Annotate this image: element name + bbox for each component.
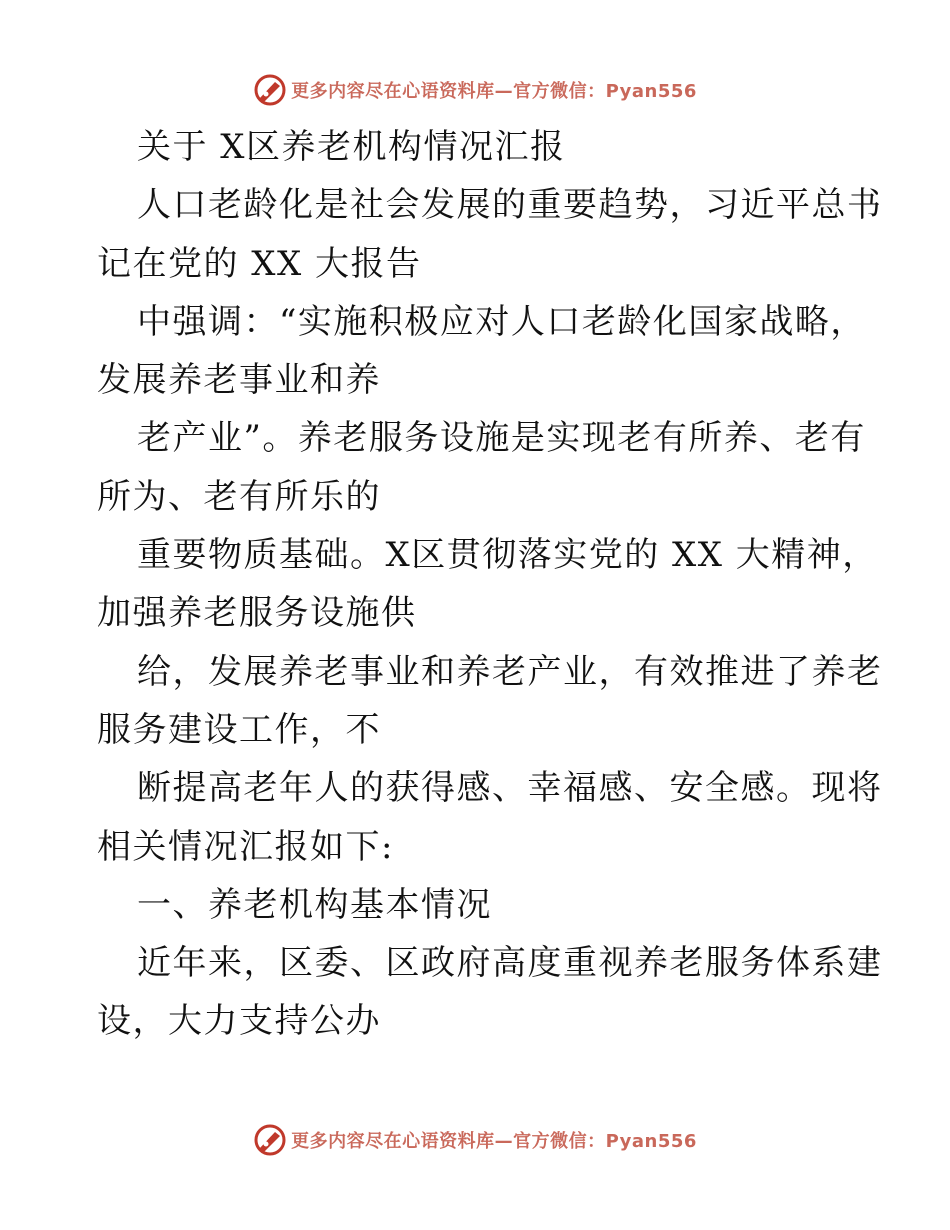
banner-text: 更多内容尽在心语资料库—官方微信：Pyan556 <box>291 1131 697 1152</box>
paragraph-line: 相关情况汇报如下: <box>97 826 394 867</box>
paragraph-line: 所为、老有所乐的 <box>97 476 381 517</box>
paragraph-line: 加强养老服务设施供 <box>97 593 417 634</box>
paragraph-line: 服务建设工作，不 <box>97 709 381 750</box>
banner-text: 更多内容尽在心语资料库—官方微信：Pyan556 <box>291 81 697 102</box>
paragraph-line: 给，发展养老事业和养老产业，有效推进了养老 <box>137 651 883 692</box>
header-banner <box>0 70 950 110</box>
doc-title: 关于 X区养老机构情况汇报 <box>137 127 566 167</box>
section-heading: 一、养老机构基本情况 <box>137 884 492 925</box>
footer-banner <box>0 1120 950 1160</box>
paragraph-line: 老产业”。养老服务设施是实现老有所养、老有 <box>137 418 866 459</box>
logo-icon <box>253 1123 287 1157</box>
logo-icon <box>253 73 287 107</box>
paragraph-line: 发展养老事业和养 <box>97 360 381 401</box>
document-body <box>97 118 883 1051</box>
paragraph-line: 人口老龄化是社会发展的重要趋势，习近平总书 <box>137 185 883 226</box>
paragraph-line: 记在党的 XX 大报告 <box>97 243 422 284</box>
paragraph-line: 近年来，区委、区政府高度重视养老服务体系建 <box>137 943 883 984</box>
paragraph-line: 断提高老年人的获得感、幸福感、安全感。现将 <box>137 768 883 809</box>
paragraph-line: 重要物质基础。X区贯彻落实党的 XX 大精神， <box>137 535 878 576</box>
paragraph-line: 中强调：“实施积极应对人口老龄化国家战略， <box>137 301 866 342</box>
paragraph-line: 设，大力支持公办 <box>97 1001 381 1042</box>
